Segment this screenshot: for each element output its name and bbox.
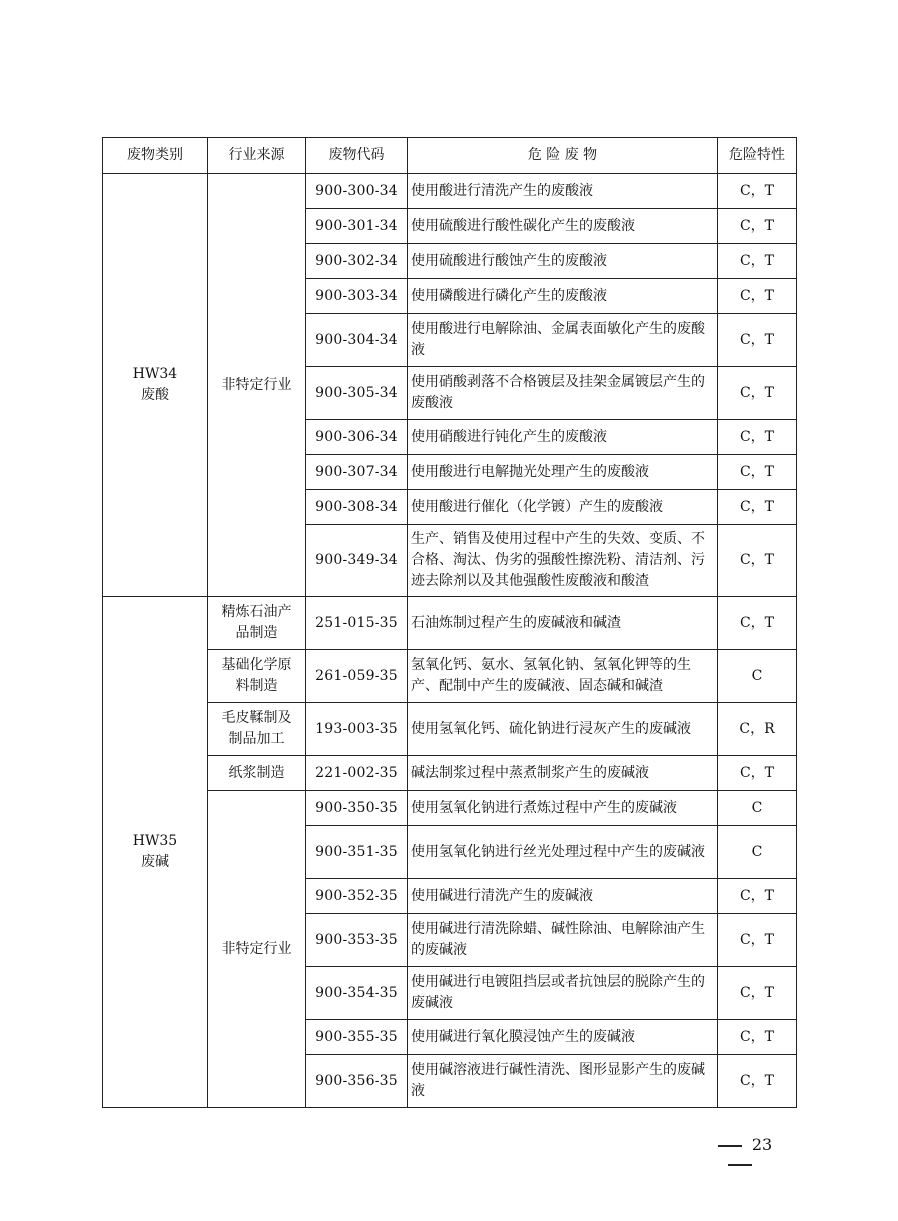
hazard-property-cell: C，T [718,967,797,1020]
waste-code-cell: 900-350-35 [306,791,408,826]
table-row [103,703,797,756]
waste-code-cell: 900-302-34 [306,244,408,279]
hazard-property-cell: C，T [718,914,797,967]
hazard-property-cell: C，T [718,455,797,490]
waste-description-cell: 使用氢氧化钠进行丝光处理过程中产生的废碱液 [408,826,718,879]
waste-description-cell: 氢氧化钙、氨水、氢氧化钠、氢氧化钾等的生产、配制中产生的废碱液、固态碱和碱渣 [408,650,718,703]
industry-source-cell: 纸浆制造 [208,756,306,791]
hazard-property-cell: C，T [718,756,797,791]
industry-source-cell: 毛皮鞣制及制品加工 [208,703,306,756]
hazard-property-cell: C，T [718,244,797,279]
waste-description-cell: 使用硝酸剥落不合格镀层及挂架金属镀层产生的废酸液 [408,367,718,420]
waste-description-cell: 使用氢氧化钠进行煮炼过程中产生的废碱液 [408,791,718,826]
table-row [103,756,797,791]
waste-code-cell: 900-304-34 [306,314,408,367]
table-row [103,174,797,209]
hazard-property-cell: C，T [718,174,797,209]
waste-description-cell: 使用碱进行氧化膜浸蚀产生的废碱液 [408,1020,718,1055]
category-name: 废碱 [141,854,169,870]
waste-code-cell: 900-301-34 [306,209,408,244]
hazard-property-cell: C，T [718,879,797,914]
waste-code-cell: 900-303-34 [306,279,408,314]
page-footer [690,1135,790,1173]
waste-description-cell: 使用酸进行催化（化学镀）产生的废酸液 [408,490,718,525]
waste-description-cell: 使用氢氧化钙、硫化钠进行浸灰产生的废碱液 [408,703,718,756]
waste-code-cell: 900-355-35 [306,1020,408,1055]
hazard-property-cell: C，T [718,525,797,597]
page-number: 23 [751,1135,773,1154]
waste-description-cell: 使用硝酸进行钝化产生的废酸液 [408,420,718,455]
waste-category-cell [103,174,208,597]
hazard-property-cell: C，T [718,367,797,420]
hazard-property-cell: C [718,791,797,826]
hazard-property-cell: C，T [718,1020,797,1055]
header-source: 行业来源 [208,138,306,174]
waste-description-cell: 石油炼制过程产生的废碱液和碱渣 [408,597,718,650]
waste-code-cell: 900-305-34 [306,367,408,420]
hazard-property-cell: C，T [718,597,797,650]
header-code: 废物代码 [306,138,408,174]
industry-source-cell: 精炼石油产品制造 [208,597,306,650]
waste-description-cell: 使用碱进行清洗除蜡、碱性除油、电解除油产生的废碱液 [408,914,718,967]
header-description: 危 险 废 物 [408,138,718,174]
waste-description-cell: 使用碱溶液进行碱性清洗、图形显影产生的废碱液 [408,1055,718,1108]
waste-code-cell: 251-015-35 [306,597,408,650]
category-name: 废酸 [141,387,169,403]
waste-code-cell: 900-306-34 [306,420,408,455]
waste-category-cell [103,597,208,1108]
waste-description-cell: 碱法制浆过程中蒸煮制浆产生的废碱液 [408,756,718,791]
hazard-property-cell: C，T [718,314,797,367]
waste-description-cell: 使用酸进行电解除油、金属表面敏化产生的废酸液 [408,314,718,367]
hazard-property-cell: C，T [718,209,797,244]
table-row [103,791,797,826]
hazard-property-cell: C，T [718,1055,797,1108]
waste-code-cell: 900-353-35 [306,914,408,967]
industry-source-cell: 基础化学原料制造 [208,650,306,703]
hazard-property-cell: C，T [718,279,797,314]
header-category: 废物类别 [103,138,208,174]
waste-code-cell: 221-002-35 [306,756,408,791]
waste-description-cell: 使用磷酸进行磷化产生的废酸液 [408,279,718,314]
waste-description-cell: 使用硫酸进行酸蚀产生的废酸液 [408,244,718,279]
hazard-property-cell: C，R [718,703,797,756]
table-body [103,174,797,1108]
category-code: HW34 [132,366,178,382]
waste-code-cell: 900-307-34 [306,455,408,490]
header-risk: 危险特性 [718,138,797,174]
waste-code-cell: 900-308-34 [306,490,408,525]
waste-code-cell: 261-059-35 [306,650,408,703]
waste-description-cell: 使用硫酸进行酸性碳化产生的废酸液 [408,209,718,244]
waste-code-cell: 193-003-35 [306,703,408,756]
hazard-property-cell: C [718,826,797,879]
hazard-property-cell: C，T [718,420,797,455]
page-dash-left [718,1145,742,1147]
table-row [103,597,797,650]
waste-code-cell: 900-352-35 [306,879,408,914]
waste-description-cell: 生产、销售及使用过程中产生的失效、变质、不合格、淘汰、伪劣的强酸性擦洗粉、清洁剂、污迹去除剂以及其他强酸性废酸液和酸渣 [408,525,718,597]
hazard-property-cell: C [718,650,797,703]
waste-description-cell: 使用酸进行清洗产生的废酸液 [408,174,718,209]
waste-description-cell: 使用碱进行清洗产生的废碱液 [408,879,718,914]
table-row [103,650,797,703]
table-header-row [103,138,797,174]
category-code: HW35 [132,833,178,849]
waste-code-cell: 900-349-34 [306,525,408,597]
waste-code-cell: 900-351-35 [306,826,408,879]
hazardous-waste-table [102,137,797,1108]
waste-code-cell: 900-354-35 [306,967,408,1020]
page-dash-right [728,1164,752,1166]
hazard-property-cell: C，T [718,490,797,525]
waste-code-cell: 900-300-34 [306,174,408,209]
waste-description-cell: 使用酸进行电解抛光处理产生的废酸液 [408,455,718,490]
waste-description-cell: 使用碱进行电镀阻挡层或者抗蚀层的脱除产生的废碱液 [408,967,718,1020]
industry-source-cell: 非特定行业 [208,791,306,1108]
industry-source-cell: 非特定行业 [208,174,306,597]
waste-code-cell: 900-356-35 [306,1055,408,1108]
